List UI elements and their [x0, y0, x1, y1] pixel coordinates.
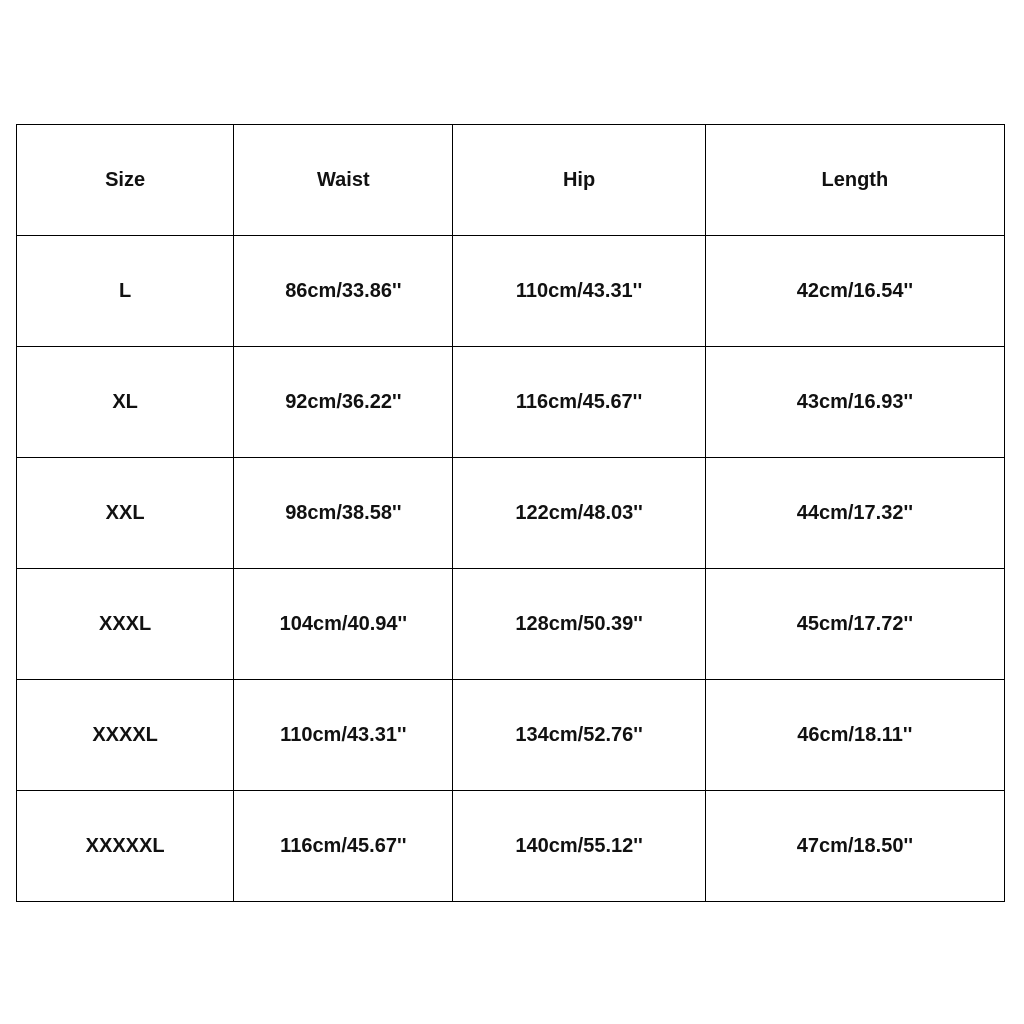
table-row — [17, 791, 1005, 902]
cell-hip: 116cm/45.67'' — [453, 347, 705, 458]
cell-waist: 110cm/43.31'' — [234, 680, 453, 791]
cell-waist: 86cm/33.86'' — [234, 236, 453, 347]
cell-size: XXXXXL — [17, 791, 234, 902]
cell-length: 46cm/18.11'' — [705, 680, 1004, 791]
header-hip: Hip — [453, 125, 705, 236]
cell-size: XXXL — [17, 569, 234, 680]
table-row — [17, 347, 1005, 458]
cell-hip: 122cm/48.03'' — [453, 458, 705, 569]
cell-size: XL — [17, 347, 234, 458]
cell-waist: 92cm/36.22'' — [234, 347, 453, 458]
cell-length: 42cm/16.54'' — [705, 236, 1004, 347]
cell-hip: 140cm/55.12'' — [453, 791, 705, 902]
cell-length: 44cm/17.32'' — [705, 458, 1004, 569]
table-row — [17, 236, 1005, 347]
header-length: Length — [705, 125, 1004, 236]
cell-size: XXXXL — [17, 680, 234, 791]
table-row — [17, 680, 1005, 791]
table-header-row — [17, 125, 1005, 236]
cell-waist: 104cm/40.94'' — [234, 569, 453, 680]
cell-waist: 98cm/38.58'' — [234, 458, 453, 569]
cell-size: L — [17, 236, 234, 347]
header-waist: Waist — [234, 125, 453, 236]
header-size: Size — [17, 125, 234, 236]
cell-length: 45cm/17.72'' — [705, 569, 1004, 680]
cell-hip: 110cm/43.31'' — [453, 236, 705, 347]
cell-length: 47cm/18.50'' — [705, 791, 1004, 902]
cell-hip: 134cm/52.76'' — [453, 680, 705, 791]
cell-length: 43cm/16.93'' — [705, 347, 1004, 458]
cell-hip: 128cm/50.39'' — [453, 569, 705, 680]
table-row — [17, 458, 1005, 569]
cell-waist: 116cm/45.67'' — [234, 791, 453, 902]
table-row — [17, 569, 1005, 680]
cell-size: XXL — [17, 458, 234, 569]
size-chart-table — [16, 124, 1005, 902]
